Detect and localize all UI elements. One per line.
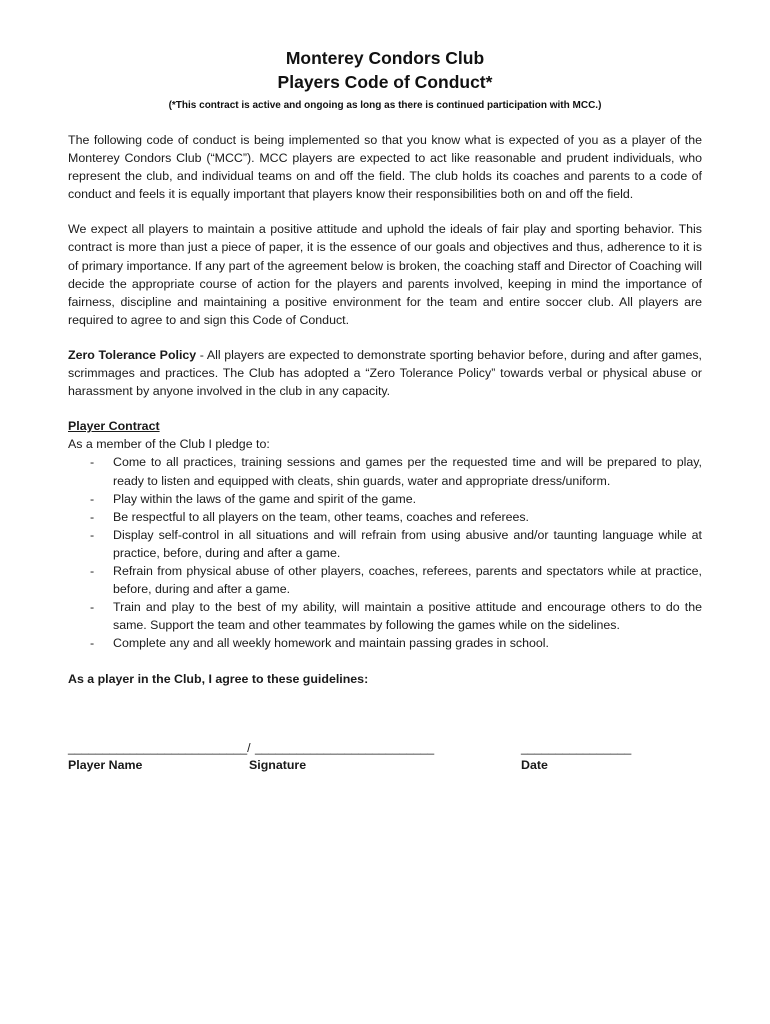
list-item-text: Refrain from physical abuse of other players, coaches, referees, parents and spectators while at practice, before, during and after a game. <box>113 563 702 597</box>
list-bullet: - <box>90 509 95 524</box>
list-item-text: Complete any and all weekly homework and maintain passing grades in school. <box>113 636 549 651</box>
list-bullet: - <box>90 600 95 615</box>
player-name-label: Player Name <box>68 758 143 772</box>
player-contract-heading: Player Contract <box>68 419 160 434</box>
list-item <box>68 634 702 652</box>
signature-label: Signature <box>249 758 307 772</box>
intro-paragraph: The following code of conduct is being implemented so that you know what is expected of you as a player of the Monterey Condors Club (“MCC”). MCC players are expected to act like reasonable and prudent individuals, who represent the club, and individual teams on and off the field. The club holds its coaches and parents to a code of conduct and feels it is equally important that players know their responsibilities both on and off the field. <box>68 133 702 202</box>
list-bullet: - <box>90 636 95 651</box>
player-name-line[interactable]: __________________________/ <box>68 741 251 755</box>
pledge-intro: As a member of the Club I pledge to: <box>68 437 270 452</box>
signature-line[interactable]: __________________________ <box>255 741 435 755</box>
signature-block <box>68 741 702 781</box>
list-item <box>68 526 702 562</box>
zero-tolerance-text: - All players are expected to demonstrate sporting behavior before, during and after games, scrimmages and practices. The Club has adopted a “Zero Tolerance Policy” towards verbal or physical abuse or harassment by anyone involved in the club in any capacity. <box>68 347 702 399</box>
document-title-line2: Players Code of Conduct* <box>277 72 493 92</box>
list-bullet: - <box>90 491 95 506</box>
list-item <box>68 453 702 489</box>
expectations-paragraph: We expect all players to maintain a positive attitude and uphold the ideals of fair play and sporting behavior. This contract is more than just a piece of paper, it is the essence of our goals and objectives and thus, adherence to it is of primary importance. If any part of the agreement below is broken, the coaching staff and Director of Coaching will decide the appropriate course of action for the players and parents involved, keeping in mind the importance of fairness, discipline and maintaining a positive environment for the team and entire soccer club. All players are required to agree to and sign this Code of Conduct. <box>68 222 702 327</box>
list-item-text: Play within the laws of the game and spirit of the game. <box>113 491 417 506</box>
document-title-line1: Monterey Condors Club <box>285 48 485 68</box>
list-item <box>68 490 702 508</box>
list-item-text: Train and play to the best of my ability, will maintain a positive attitude and encourage others to do the same. Support the team and other teammates by following the games while on the sidelines. <box>113 600 702 633</box>
list-item-text: Come to all practices, training sessions and games per the requested time and will be prepared to play, ready to listen and equipped with cleats, shin guards, water and appropriate dress/uniform. <box>113 455 702 488</box>
list-item <box>68 598 702 634</box>
list-bullet: - <box>90 527 95 542</box>
date-line[interactable]: ________________ <box>521 741 632 755</box>
list-item-text: Be respectful to all players on the team, other teams, coaches and referees. <box>113 509 529 524</box>
zero-tolerance-paragraph <box>68 346 702 400</box>
list-bullet: - <box>90 563 95 578</box>
list-item-text: Display self-control in all situations and will refrain from using abusive and/or taunting language while at practice, before, during and after a game. <box>113 527 702 560</box>
list-item <box>68 562 702 598</box>
pledge-list <box>68 453 702 652</box>
zero-tolerance-label: Zero Tolerance Policy <box>68 347 197 362</box>
list-item <box>68 508 702 526</box>
date-label: Date <box>521 758 548 772</box>
document-page <box>68 46 702 688</box>
list-bullet: - <box>90 455 95 470</box>
document-subtitle: (*This contract is active and ongoing as long as there is continued participation with MCC.) <box>168 100 602 111</box>
agreement-statement: As a player in the Club, I agree to these guidelines: <box>68 672 369 687</box>
